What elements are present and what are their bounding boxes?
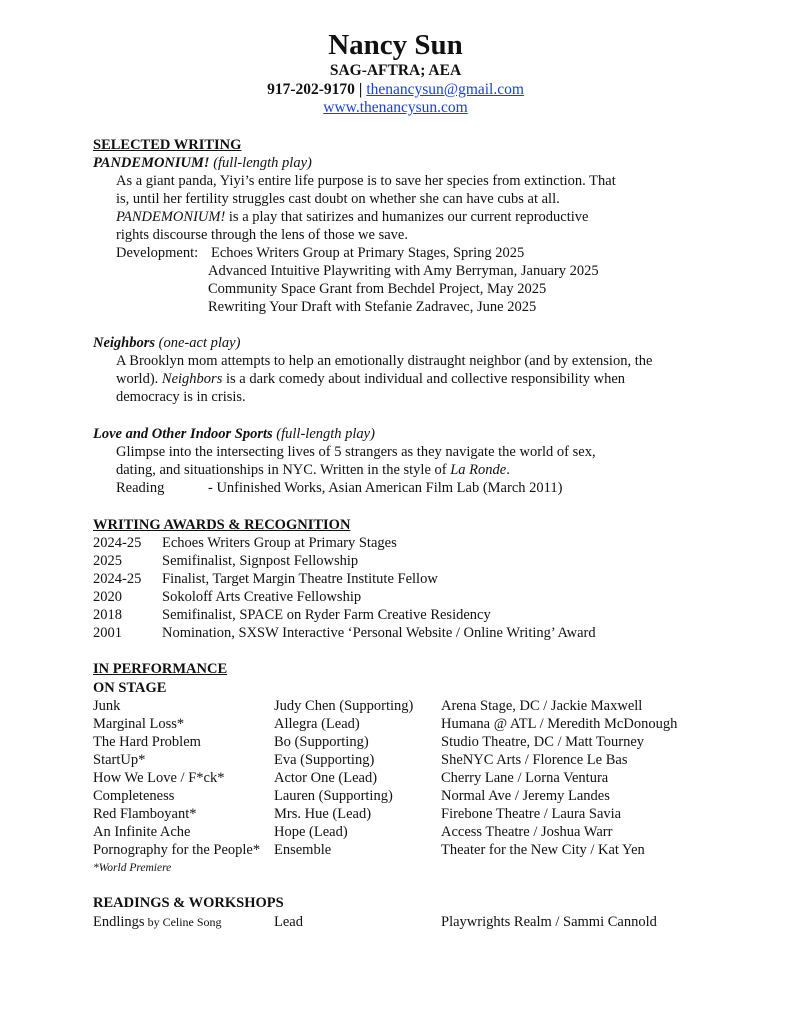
inline-title: La Ronde: [450, 462, 507, 478]
award-year: 2020: [93, 589, 122, 605]
performance-show: Pornography for the People*: [93, 842, 261, 858]
development-label: Development:: [116, 245, 199, 261]
play-type: (one-act play): [158, 335, 241, 351]
performance-venue: Theater for the New City / Kat Yen: [441, 842, 645, 858]
synopsis-line: Glimpse into the intersecting lives of 5 strangers as they navigate the world of sex,: [116, 444, 596, 460]
inline-title: Neighbors: [161, 371, 223, 387]
synopsis-line: democracy is in crisis.: [116, 389, 246, 405]
performance-show: Marginal Loss*: [93, 716, 185, 732]
website-line: [0, 99, 791, 117]
performance-show: Junk: [93, 698, 121, 714]
performance-role: Mrs. Hue (Lead): [274, 806, 372, 822]
award-text: Semifinalist, Signpost Fellowship: [162, 553, 359, 569]
section-heading-performance: IN PERFORMANCE: [93, 661, 228, 677]
award-text: Sokoloff Arts Creative Fellowship: [162, 589, 362, 605]
play-title-love: [93, 425, 375, 443]
award-year: 2001: [93, 625, 122, 641]
performance-venue: SheNYC Arts / Florence Le Bas: [441, 752, 628, 768]
contact-line: [0, 81, 791, 99]
reading-author: by Celine Song: [144, 915, 222, 929]
performance-venue: Firebone Theatre / Laura Savia: [441, 806, 622, 822]
performance-role: Allegra (Lead): [274, 716, 360, 732]
play-type: (full-length play): [276, 426, 375, 442]
synopsis-line: is, until her fertility struggles cast doubt on whether she can have cubs at all.: [116, 191, 560, 207]
section-heading-awards: WRITING AWARDS & RECOGNITION: [93, 517, 351, 533]
performance-role: Lauren (Supporting): [274, 788, 393, 804]
performance-role: Actor One (Lead): [274, 770, 378, 786]
inline-title: PANDEMONIUM!: [116, 209, 226, 225]
award-text: Echoes Writers Group at Primary Stages: [162, 535, 397, 551]
play-title-neighbors: [93, 334, 240, 352]
resume-name: Nancy Sun: [328, 29, 463, 61]
synopsis-text: .: [506, 462, 510, 478]
performance-venue: Cherry Lane / Lorna Ventura: [441, 770, 609, 786]
play-title: PANDEMONIUM!: [93, 155, 210, 171]
subheading-on-stage: ON STAGE: [93, 680, 167, 696]
performance-role: Hope (Lead): [274, 824, 348, 840]
synopsis-text: is a play that satirizes and humanizes our current reproductive: [225, 209, 589, 225]
award-text: Nomination, SXSW Interactive ‘Personal Website / Online Writing’ Award: [162, 625, 596, 641]
synopsis-line: rights discourse through the lens of those we save.: [116, 227, 408, 243]
play-title-pandemonium: [93, 154, 312, 172]
development-item: Advanced Intuitive Playwriting with Amy Berryman, January 2025: [208, 263, 599, 279]
development-item: Rewriting Your Draft with Stefanie Zadravec, June 2025: [208, 299, 537, 315]
award-text: Finalist, Target Margin Theatre Institute Fellow: [162, 571, 438, 587]
performance-venue: Studio Theatre, DC / Matt Tourney: [441, 734, 645, 750]
performance-show: Completeness: [93, 788, 175, 804]
performance-role: Bo (Supporting): [274, 734, 369, 750]
award-year: 2025: [93, 553, 122, 569]
synopsis-line: As a giant panda, Yiyi’s entire life purpose is to save her species from extinction. That: [116, 173, 616, 189]
performance-role: Ensemble: [274, 842, 332, 858]
section-heading-selected-writing: SELECTED WRITING: [93, 137, 242, 153]
performance-role: Judy Chen (Supporting): [274, 698, 414, 714]
synopsis-text: world).: [116, 371, 162, 387]
performance-role: Eva (Supporting): [274, 752, 375, 768]
performance-show: StartUp*: [93, 752, 146, 768]
phone-number: 917-202-9170: [267, 81, 355, 98]
footnote: *World Premiere: [93, 862, 172, 874]
email-link[interactable]: thenancysun@gmail.com: [366, 81, 524, 98]
reading-role: Lead: [274, 914, 303, 930]
performance-show: The Hard Problem: [93, 734, 201, 750]
synopsis-text: is a dark comedy about individual and collective responsibility when: [222, 371, 626, 387]
reading-show: [93, 913, 222, 931]
play-type: (full-length play): [213, 155, 312, 171]
award-year: 2024-25: [93, 535, 142, 551]
synopsis-line: [116, 370, 625, 388]
performance-venue: Access Theatre / Joshua Warr: [441, 824, 613, 840]
synopsis-line: A Brooklyn mom attempts to help an emotionally distraught neighbor (and by extension, the: [116, 353, 653, 369]
website-link[interactable]: www.thenancysun.com: [323, 99, 468, 116]
reading-venue: Playwrights Realm / Sammi Cannold: [441, 914, 657, 930]
contact-separator: |: [358, 81, 363, 98]
performance-venue: Humana @ ATL / Meredith McDonough: [441, 716, 678, 732]
performance-show: How We Love / F*ck*: [93, 770, 225, 786]
award-text: Semifinalist, SPACE on Ryder Farm Creative Residency: [162, 607, 491, 623]
performance-venue: Normal Ave / Jeremy Landes: [441, 788, 610, 804]
synopsis-line: [116, 208, 588, 226]
synopsis-line: [116, 461, 510, 479]
synopsis-text: dating, and situationships in NYC. Written in the style of: [116, 462, 451, 478]
award-year: 2024-25: [93, 571, 142, 587]
section-heading-readings: READINGS & WORKSHOPS: [93, 895, 284, 911]
performance-show: An Infinite Ache: [93, 824, 191, 840]
development-item: Community Space Grant from Bechdel Project, May 2025: [208, 281, 547, 297]
performance-show: Red Flamboyant*: [93, 806, 197, 822]
award-year: 2018: [93, 607, 122, 623]
play-title: Neighbors: [93, 335, 156, 351]
play-title: Love and Other Indoor Sports: [93, 426, 273, 442]
performance-venue: Arena Stage, DC / Jackie Maxwell: [441, 698, 643, 714]
development-item: Echoes Writers Group at Primary Stages, Spring 2025: [211, 245, 525, 261]
union-affiliations: SAG-AFTRA; AEA: [329, 62, 462, 79]
reading-detail: - Unfinished Works, Asian American Film Lab (March 2011): [208, 480, 563, 496]
reading-label: Reading: [116, 480, 165, 496]
reading-title: Endlings: [93, 914, 145, 930]
